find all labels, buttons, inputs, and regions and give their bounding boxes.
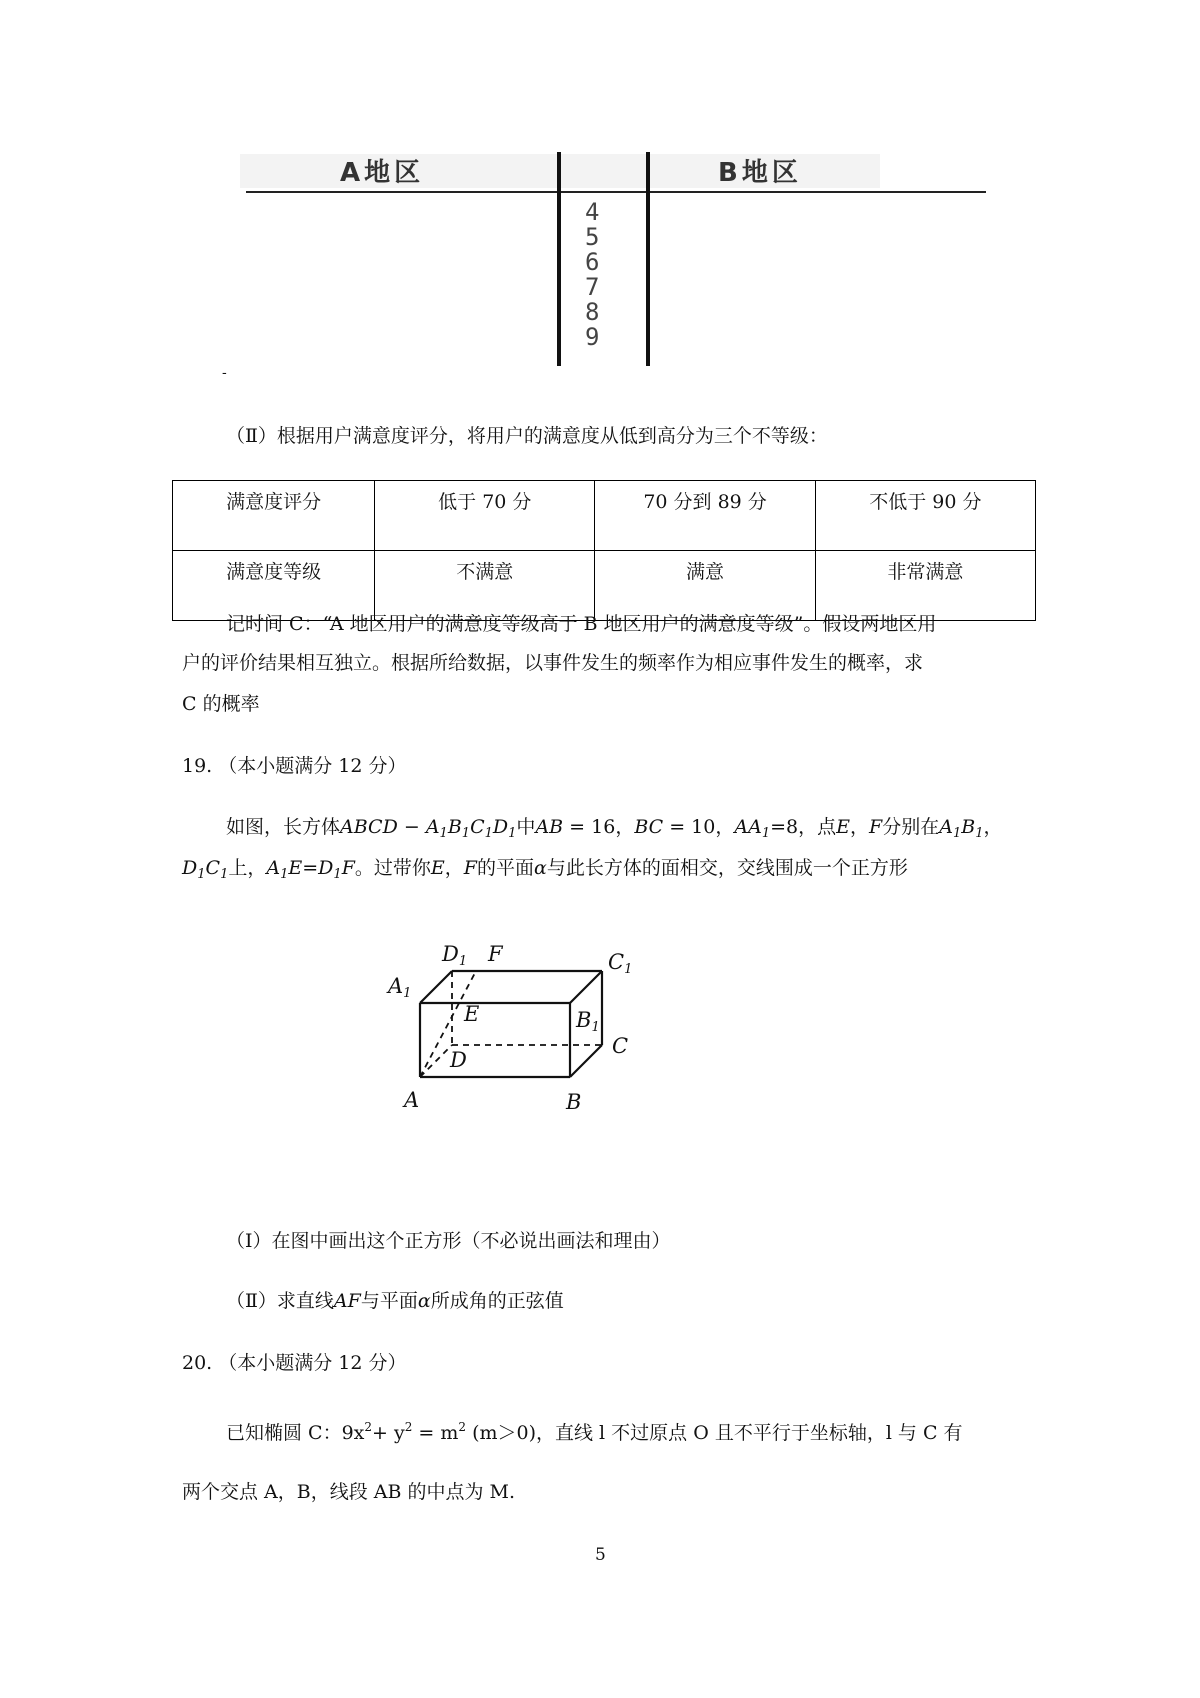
math-expr: ABCD − $A_1B_1C_1D_1$ [340, 816, 517, 841]
edge [570, 1045, 602, 1077]
q20-header: 20. （本小题满分 12 分） [182, 1352, 407, 1374]
math-expr: AB [535, 816, 564, 838]
q19-text: 如图，长方体 [226, 816, 341, 838]
table-row [173, 481, 1036, 551]
math-expr: $A_1E$ [266, 857, 303, 882]
q20-text: + y [372, 1422, 405, 1444]
q19-text: =8，点 [770, 816, 837, 838]
math-expr: E [836, 816, 851, 838]
q19-text: 所成角的正弦值 [430, 1290, 564, 1312]
satisfaction-table [172, 480, 1036, 621]
region-a-header: A地区 [340, 158, 425, 188]
math-expr: BC [634, 816, 664, 838]
table-cell: 非常满意 [815, 551, 1035, 621]
label-B: B [566, 1090, 582, 1114]
math-expr: F [463, 857, 477, 879]
stem-digit: 4 [585, 198, 600, 226]
q19-header: 19. （本小题满分 12 分） [182, 755, 407, 777]
q19-text: ， [444, 857, 464, 879]
math-expr: AF [333, 1290, 361, 1312]
q19-text: ， [715, 816, 735, 838]
superscript: 2 [404, 1420, 413, 1434]
q19-line1: 如图，长方体ABCD − $A_1B_1C_1D_1$中AB = 16，BC = 10，$AA_1=8$，点E，F分别在$A_1B_1$， [226, 816, 1003, 841]
table-cell: 满意度等级 [173, 551, 375, 621]
edge [420, 971, 452, 1003]
q19-text: （Ⅱ）求直线 [226, 1290, 334, 1312]
page-number: 5 [595, 1545, 606, 1565]
math-expr: α [533, 857, 547, 879]
stray-mark: - [222, 365, 227, 381]
label-C1: C1 [608, 950, 633, 977]
event-c-line2: 户的评价结果相互独立。根据所给数据，以事件发生的频率作为相应事件发生的概率，求 [182, 652, 924, 674]
label-D1: D1 [442, 942, 468, 969]
q19-part2 [226, 1289, 564, 1313]
stem-digit: 6 [585, 248, 600, 276]
q19-text: ， [850, 816, 870, 838]
header-rule [246, 191, 986, 193]
q19-part1: （Ⅰ）在图中画出这个正方形（不必说出画法和理由） [226, 1230, 671, 1252]
label-F: F [488, 942, 503, 966]
stem-right-rule [646, 152, 650, 366]
q20-text: = m [412, 1422, 459, 1444]
q19-text: 的平面 [476, 857, 534, 879]
label-A1: A1 [388, 974, 412, 1001]
label-E: E [464, 1002, 480, 1026]
label-B1: B1 [576, 1008, 600, 1035]
q19-text: 分别在 [882, 816, 940, 838]
math-expr: $D_1F$ [318, 857, 355, 882]
cuboid-figure [380, 925, 670, 1125]
stem-left-rule [557, 152, 561, 366]
q19-text: 与此长方体的面相交，交线围成一个正方形 [546, 857, 908, 879]
q20-text: (m＞0)，直线 l 不过原点 O 且不平行于坐标轴，l 与 C 有 [466, 1422, 963, 1444]
table-cell: 70 分到 89 分 [595, 481, 815, 551]
stem-digit: 8 [585, 298, 600, 326]
q19-text: 中 [516, 816, 536, 838]
table-cell: 满意度评分 [173, 481, 375, 551]
math-expr: α [417, 1290, 431, 1312]
table-cell: 低于 70 分 [375, 481, 595, 551]
math-expr: $A_1B_1$ [939, 816, 984, 841]
math-expr: $AA_1$ [734, 816, 771, 841]
q20-line1 [226, 1415, 963, 1445]
event-c-line3: C 的概率 [182, 693, 260, 715]
edge [570, 971, 602, 1003]
q19-text: ， [615, 816, 635, 838]
q19-text: = [302, 857, 319, 879]
q19-text: 。过带你 [354, 857, 431, 879]
stem-column [585, 200, 615, 350]
superscript: 2 [364, 1420, 373, 1434]
math-expr: $D_1C_1$ [182, 857, 229, 882]
q20-text: 已知椭圆 C：9x [226, 1422, 365, 1444]
table-cell: 不低于 90 分 [815, 481, 1035, 551]
label-C: C [612, 1034, 629, 1058]
stem-digit: 9 [585, 323, 600, 351]
label-A: A [404, 1088, 420, 1112]
math-expr: F [869, 816, 883, 838]
stem-digit: 7 [585, 273, 600, 301]
event-c-line1: 记时间 C：“A 地区用户的满意度等级高于 B 地区用户的满意度等级”。假设两地区用 [226, 613, 937, 635]
hidden-edge [420, 1045, 452, 1077]
math-expr: E [430, 857, 445, 879]
q19-text: 与平面 [360, 1290, 418, 1312]
q19-text: 上， [228, 857, 267, 879]
table-cell: 满意 [595, 551, 815, 621]
stem-plot [0, 0, 1200, 380]
label-D: D [450, 1048, 467, 1072]
q19-line2 [182, 856, 908, 887]
region-b-header: B地区 [718, 158, 802, 188]
superscript: 2 [458, 1420, 467, 1434]
table-row [173, 551, 1036, 621]
q20-line2: 两个交点 A，B，线段 AB 的中点为 M. [182, 1481, 516, 1503]
q19-text: ， [983, 816, 1003, 838]
table-cell: 不满意 [375, 551, 595, 621]
stem-digit: 5 [585, 223, 600, 251]
part2-intro: （Ⅱ）根据用户满意度评分，将用户的满意度从低到高分为三个不等级： [226, 425, 828, 447]
